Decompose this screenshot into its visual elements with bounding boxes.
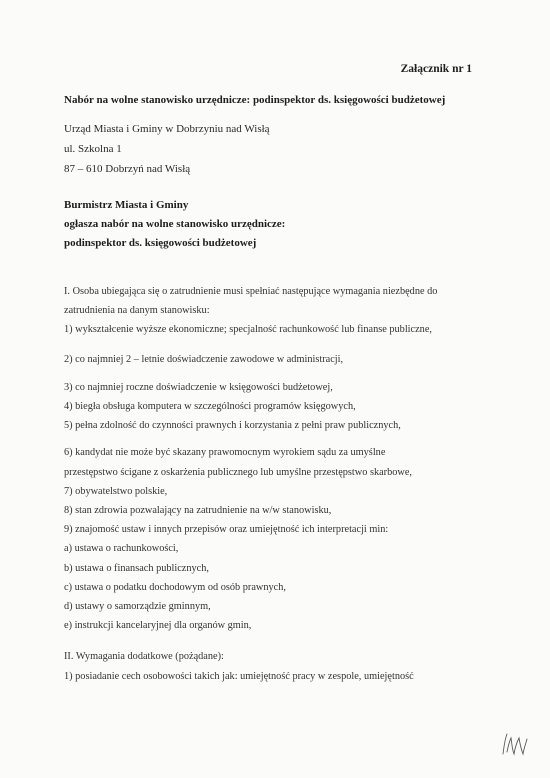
requirement-item: 4) biegła obsługa komputera w szczególności programów księgowych, [64,401,356,413]
requirement-item: 7) obywatelstwo polskie, [64,485,168,497]
requirement-item: 3) co najmniej roczne doświadczenie w księgowości budżetowej, [64,381,333,393]
requirement-item: 8) stan zdrowia pozwalający na zatrudnienie na w/w stanowisku, [64,505,332,517]
requirement-item: 1) wykształcenie wyższe ekonomiczne; specjalność rachunkowość lub finanse publiczne, [64,324,432,336]
requirement-subitem: c) ustawa o podatku dochodowym od osób prawnych, [64,581,286,593]
requirement-subitem: b) ustawa o finansach publicznych, [64,562,209,574]
requirement-subitem: e) instrukcji kancelaryjnej dla organów gmin, [64,620,252,632]
attachment-label: Załącznik nr 1 [400,63,472,75]
section-intro: zatrudnienia na danym stanowisku: [64,305,210,317]
requirements-body [64,282,504,686]
requirement-item: 2) co najmniej 2 – letnie doświadczenie zawodowe w administracji, [64,353,344,365]
announcement-line: ogłasza nabór na wolne stanowisko urzędnicze: [64,218,286,230]
section-heading: II. Wymagania dodatkowe (pożądane): [64,651,224,663]
requirement-item: 1) posiadanie cech osobowości takich jak: umiejętność pracy w zespole, umiejętność [64,670,414,682]
requirement-item: przestępstwo ścigane z oskarżenia publicznego lub umyślne przestępstwo skarbowe, [64,466,412,478]
address-line: ul. Szkolna 1 [64,143,122,155]
requirement-item: 9) znajomość ustaw i innych przepisów oraz umiejętność ich interpretacji min: [64,524,389,536]
requirement-item: 5) pełna zdolność do czynności prawnych i korzystania z pełni praw publicznych, [64,420,401,432]
announcement-block [64,196,285,253]
address-line: Urząd Miasta i Gminy w Dobrzyniu nad Wisłą [64,123,270,135]
requirement-subitem: d) ustawy o samorządzie gminnym, [64,601,211,613]
office-address [64,119,270,179]
announcement-line: podinspektor ds. księgowości budżetowej [64,237,257,249]
section-intro: I. Osoba ubiegająca się o zatrudnienie musi spełniać następujące wymagania niezbędne do [64,286,438,297]
handwritten-initials-icon [500,730,530,760]
announcement-line: Burmistrz Miasta i Gminy [64,199,189,211]
requirement-subitem: a) ustawa o rachunkowości, [64,543,179,555]
document-title: Nabór na wolne stanowisko urzędnicze: podinspektor ds. księgowości budżetowej [64,94,446,106]
requirement-item: 6) kandydat nie może być skazany prawomocnym wyrokiem sądu za umyślne [64,447,386,459]
address-line: 87 – 610 Dobrzyń nad Wisłą [64,163,191,175]
